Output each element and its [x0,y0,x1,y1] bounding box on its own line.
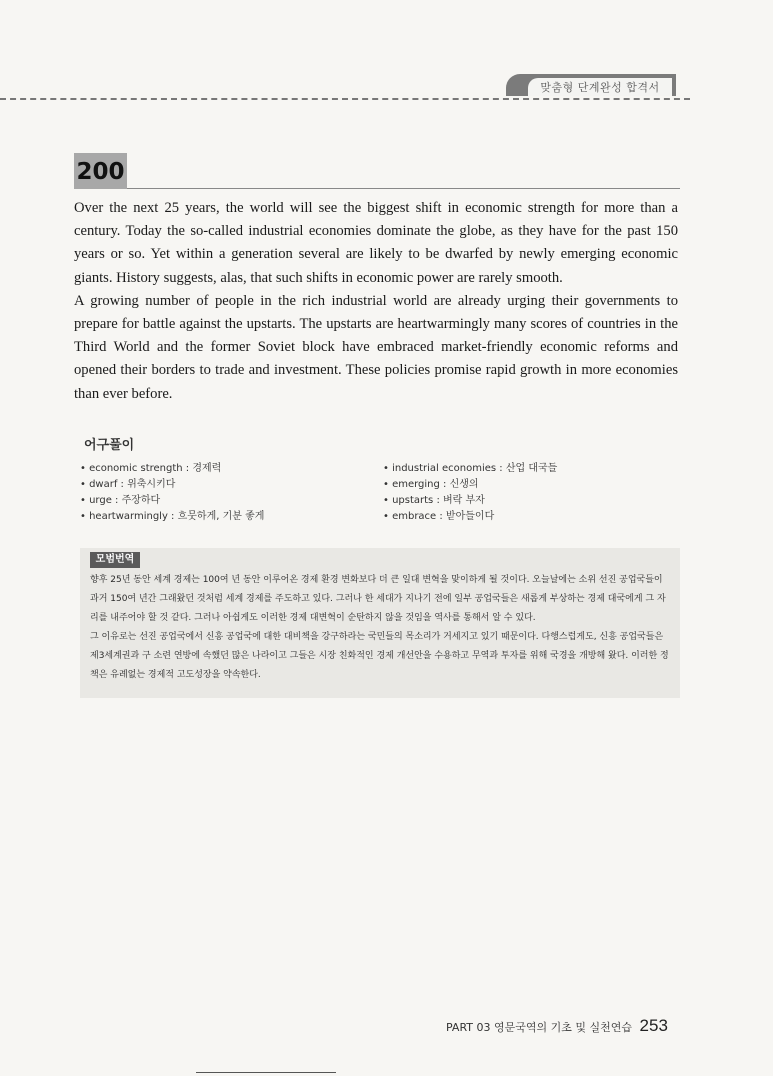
footer-section: 영문국역의 기초 및 실천연습 [494,1021,633,1034]
footer-part: PART 03 [446,1021,491,1034]
vocab-item: • embrace : 받아들이다 [383,509,683,525]
translation-label: 모범번역 [90,552,140,568]
bottom-rule [196,1072,336,1073]
passage [74,197,678,406]
book-title: 맞춤형 단계완성 합격서 [528,78,672,96]
page-footer [446,1016,668,1036]
header-dashed-divider [0,98,690,100]
translation-paragraph-1: 향후 25년 동안 세계 경제는 100여 년 동안 이루어온 경제 환경 변화보다 더 큰 일대 변혁을 맞이하게 될 것이다. 오늘날에는 소위 선진 공업국들이 과거 150여 년간 그래왔던 것처럼 세계 경제를 주도하고 있다. 그러나 한 세대가 지나기 전에 일부 공업국들은 새롭게 부상하는 경제 대국에게 그 자리를 내주어야 할 것 같다. 그러나 아쉽게도 이러한 경제 대변혁이 순탄하지 않을 것임을 역사를 통해서 알 수 있다. [90,575,666,623]
translation-paragraph-2: 그 이유로는 선진 공업국에서 신흥 공업국에 대한 대비책을 강구하라는 국민들의 목소리가 거세지고 있기 때문이다. 다행스럽게도, 신흥 공업국들은 제3세계권과 구 소련 연방에 속했던 많은 나라이고 그들은 시장 친화적인 경제 개선안을 수용하고 무역과 투자를 위해 국경을 개방해 왔다. 이러한 정책은 유례없는 경제적 고도성장을 약속한다. [90,632,669,680]
question-number: 200 [74,153,127,189]
passage-paragraph-2: A growing number of people in the rich industrial world are already urging their governments to prepare for battle against the upstarts. The upstarts are heartwarmingly many scores of countries in the Third World and the former Soviet block have embraced market-friendly economic reforms and opened their borders to trade and investment. These policies promise rapid growth in more economies than ever before. [74,292,678,402]
question-rule [127,188,680,189]
passage-paragraph-1: Over the next 25 years, the world will see the biggest shift in economic strength for more than a century. Today the so-called industrial economies dominate the globe, as they have for the past 150 years or so. Yet within a generation several are likely to be dwarfed by newly emerging economic giants. History suggests, alas, that such shifts in economic power are rarely smooth. [74,200,678,286]
vocab-list-right [383,461,683,525]
vocab-item: • dwarf : 위축시키다 [80,477,380,493]
vocab-title: 어구풀이 [84,438,135,453]
vocab-item: • heartwarmingly : 흐뭇하게, 기분 좋게 [80,509,380,525]
page-number: 253 [639,1016,668,1035]
vocab-item: • urge : 주장하다 [80,493,380,509]
translation-text [90,571,674,685]
vocab-item: • upstarts : 벼락 부자 [383,493,683,509]
vocab-item: • emerging : 신생의 [383,477,683,493]
vocab-item: • economic strength : 경제력 [80,461,380,477]
vocab-list-left [80,461,380,525]
vocab-item: • industrial economies : 산업 대국들 [383,461,683,477]
